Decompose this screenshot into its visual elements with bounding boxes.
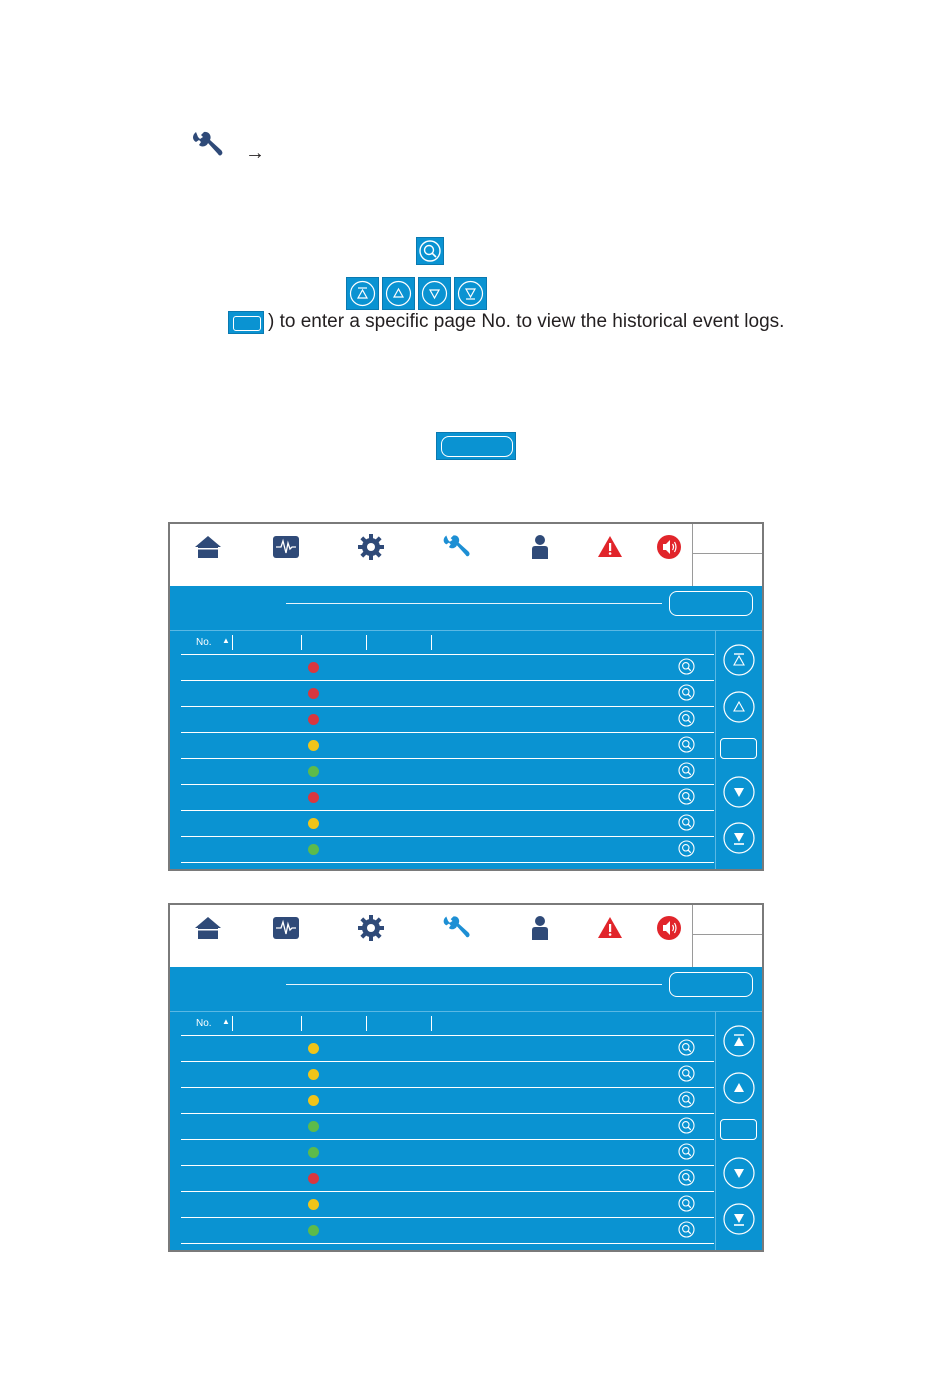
detail-search-icon[interactable] (678, 1065, 695, 1082)
status-dot (308, 792, 319, 803)
table-row (181, 1062, 714, 1088)
title-action-button[interactable] (669, 591, 753, 616)
detail-search-icon[interactable] (678, 1117, 695, 1134)
detail-search-icon[interactable] (678, 1039, 695, 1056)
next-page-button[interactable] (723, 776, 755, 808)
waveform-icon[interactable] (271, 532, 301, 562)
speaker-alarm-icon[interactable] (654, 913, 684, 943)
wrench-icon[interactable] (441, 913, 471, 943)
user-icon[interactable] (525, 913, 555, 943)
table-row (181, 759, 714, 785)
table-row (181, 655, 714, 681)
column-no-header[interactable]: No. (196, 637, 212, 648)
instruction-text: ) to enter a specific page No. to view the historical event logs. (268, 311, 785, 332)
table-header (181, 632, 714, 655)
detail-search-icon[interactable] (678, 710, 695, 727)
event-table (181, 1013, 714, 1244)
home-icon[interactable] (193, 913, 223, 943)
magnifier-button-sample (416, 237, 444, 265)
status-dot (308, 1069, 319, 1080)
paging-sidebar (715, 1011, 763, 1250)
next-page-icon (418, 277, 451, 310)
table-rows (181, 655, 714, 863)
previous-page-button[interactable] (723, 1072, 755, 1104)
first-page-button[interactable] (723, 644, 755, 676)
page-number-box-sample (228, 311, 264, 334)
status-dot (308, 1147, 319, 1158)
detail-search-icon[interactable] (678, 788, 695, 805)
table-row (181, 1088, 714, 1114)
user-icon[interactable] (525, 532, 555, 562)
gear-icon[interactable] (356, 532, 386, 562)
status-dot (308, 1121, 319, 1132)
go-button-sample (436, 432, 516, 460)
last-page-icon (454, 277, 487, 310)
status-dot (308, 844, 319, 855)
warning-icon[interactable] (595, 913, 625, 943)
event-log-panel (170, 586, 762, 869)
detail-search-icon[interactable] (678, 1195, 695, 1212)
detail-search-icon[interactable] (678, 840, 695, 857)
status-dot (308, 1173, 319, 1184)
table-row (181, 1036, 714, 1062)
first-page-icon (346, 277, 379, 310)
table-header (181, 1013, 714, 1036)
title-action-button[interactable] (669, 972, 753, 997)
detail-search-icon[interactable] (678, 1091, 695, 1108)
status-dot (308, 818, 319, 829)
detail-search-icon[interactable] (678, 814, 695, 831)
detail-search-icon[interactable] (678, 736, 695, 753)
table-row (181, 707, 714, 733)
gear-icon[interactable] (356, 913, 386, 943)
status-dot (308, 1043, 319, 1054)
table-row (181, 785, 714, 811)
table-row (181, 1166, 714, 1192)
breadcrumb-arrow: → (245, 142, 265, 164)
detail-search-icon[interactable] (678, 658, 695, 675)
table-rows (181, 1036, 714, 1244)
table-row (181, 837, 714, 863)
status-corner (692, 524, 762, 586)
detail-search-icon[interactable] (678, 1221, 695, 1238)
last-page-button[interactable] (723, 822, 755, 854)
wrench-icon[interactable] (441, 532, 471, 562)
home-icon[interactable] (193, 532, 223, 562)
speaker-alarm-icon[interactable] (654, 532, 684, 562)
table-row (181, 811, 714, 837)
status-corner (692, 905, 762, 967)
page-number-input[interactable] (720, 738, 757, 759)
status-dot (308, 766, 319, 777)
warning-icon[interactable] (595, 532, 625, 562)
last-page-button[interactable] (723, 1203, 755, 1235)
sort-arrow-icon[interactable]: ▲ (222, 1017, 230, 1026)
table-row (181, 1218, 714, 1244)
detail-search-icon[interactable] (678, 1169, 695, 1186)
event-log-panel (170, 967, 762, 1250)
next-page-button[interactable] (723, 1157, 755, 1189)
detail-search-icon[interactable] (678, 762, 695, 779)
table-row (181, 1140, 714, 1166)
table-row (181, 681, 714, 707)
detail-search-icon[interactable] (678, 684, 695, 701)
status-dot (308, 1225, 319, 1236)
status-dot (308, 740, 319, 751)
sort-arrow-icon[interactable]: ▲ (222, 636, 230, 645)
search-icon (417, 238, 443, 264)
detail-search-icon[interactable] (678, 1143, 695, 1160)
event-table (181, 632, 714, 863)
paging-sidebar (715, 630, 763, 869)
event-log-screen-1 (168, 522, 764, 871)
status-dot (308, 662, 319, 673)
column-no-header[interactable]: No. (196, 1018, 212, 1029)
status-dot (308, 1199, 319, 1210)
previous-page-button[interactable] (723, 691, 755, 723)
top-nav-bar (170, 524, 762, 586)
table-row (181, 733, 714, 759)
previous-page-icon (382, 277, 415, 310)
table-row (181, 1114, 714, 1140)
first-page-button[interactable] (723, 1025, 755, 1057)
waveform-icon[interactable] (271, 913, 301, 943)
event-log-screen-2 (168, 903, 764, 1252)
status-dot (308, 714, 319, 725)
status-dot (308, 1095, 319, 1106)
table-row (181, 1192, 714, 1218)
wrench-icon (190, 129, 224, 161)
page-number-input[interactable] (720, 1119, 757, 1140)
top-nav-bar (170, 905, 762, 967)
status-dot (308, 688, 319, 699)
paging-button-samples (346, 277, 486, 309)
